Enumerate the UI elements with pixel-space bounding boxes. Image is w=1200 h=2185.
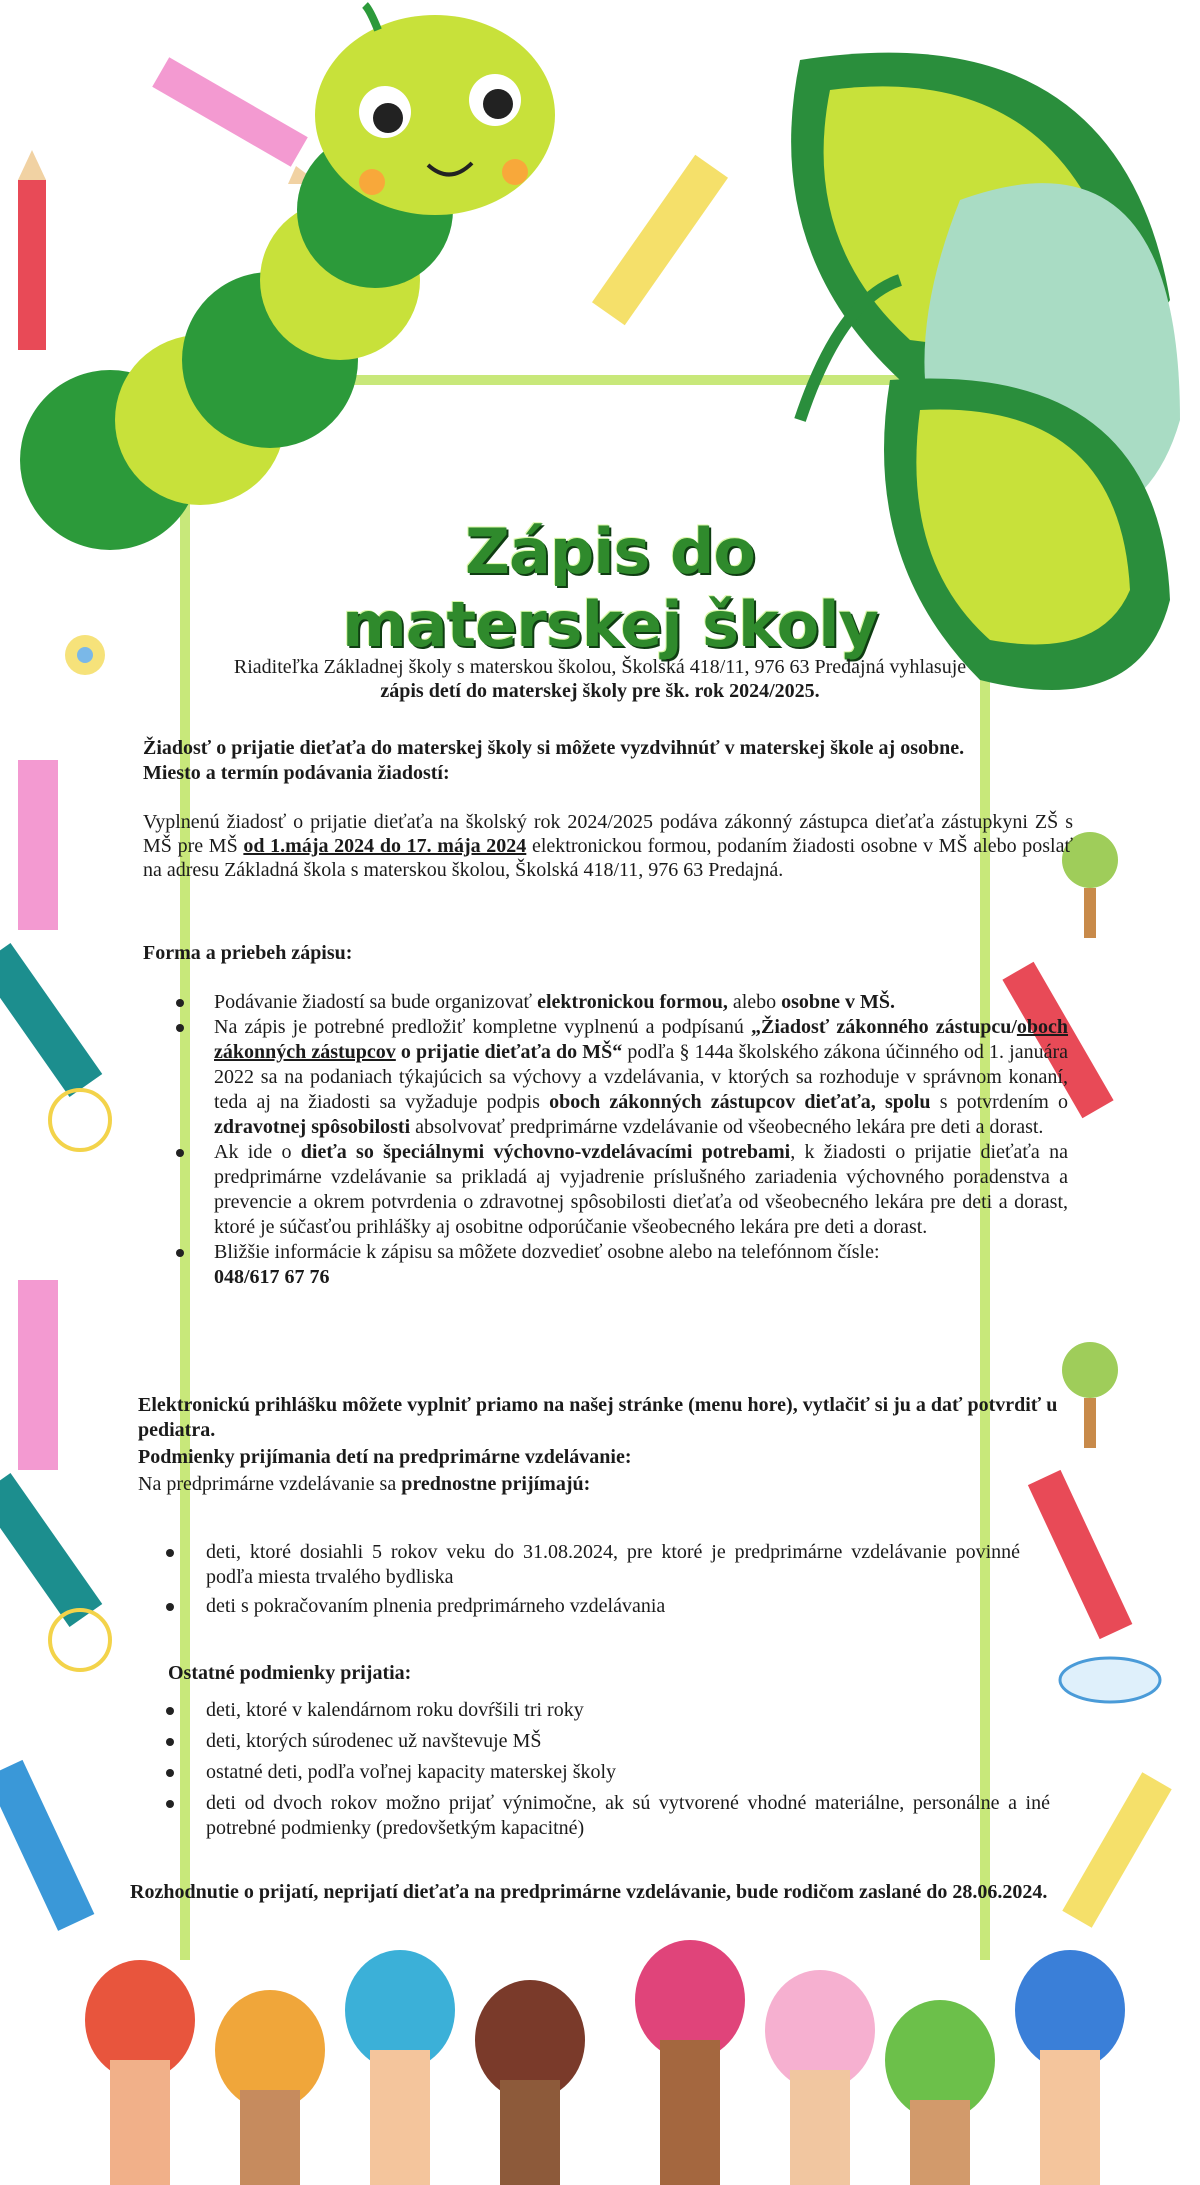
bullet-1-text-b: alebo (727, 991, 782, 1013)
list-item: deti od dvoch rokov možno prijať výnimočne, ak sú vytvorené vhodné materiálne, personálne a iné potrebné podmienky (predovšetkým kapacitné) (150, 1791, 1050, 1841)
bullet-2-bold-a: „Žiadosť zákonného zástupcu/ (751, 1016, 1017, 1038)
flower-icon (65, 635, 105, 675)
intro-block (140, 655, 1060, 703)
priority-bold: prednostne prijímajú: (401, 1473, 591, 1495)
cloud-icon (1060, 1658, 1160, 1702)
pickup-note: Žiadosť o prijatie dieťaťa do materskej školy si môžete vyzdvihnúť v materskej škole aj osobne. (143, 737, 965, 759)
form-bullet-list (160, 990, 1068, 1290)
painted-hands-icon (0, 1940, 1200, 2185)
red-pencil-right2-icon (1028, 1470, 1132, 1639)
bullet-2-text-c: s potvrdením o (930, 1091, 1068, 1113)
red-pencil-icon (18, 150, 46, 350)
caterpillar-icon (20, 5, 555, 550)
blue-pencil-icon (0, 1760, 94, 1931)
list-item (160, 1240, 1068, 1290)
bullet-1-bold-a: elektronickou formou, (537, 991, 728, 1013)
priority-line (138, 1471, 938, 1497)
intro-line-2: zápis detí do materskej školy pre šk. rok 2024/2025. (380, 680, 820, 702)
list-item: ostatné deti, podľa voľnej kapacity materskej školy (150, 1760, 1050, 1785)
list-item: deti, ktorých súrodenec už navštevuje MŠ (150, 1729, 1050, 1754)
list-item (160, 1015, 1068, 1140)
bullet-2-text-b: podľa § 144a školského zákona účinného od 1. januára 2022 sa na podaniach týkajúcich sa výchovy a vzdelávania, v ktorých sa rozhoduje v správnom konaní, teda aj na žiadosti sa vyžaduje podpis (214, 1041, 1068, 1113)
bullet-2-underlined: oboch zákonných zástupcov (214, 1016, 1069, 1063)
bullet-1-text: Podávanie žiadostí sa bude organizovať (214, 991, 538, 1013)
pink-pencil-left-icon (18, 760, 58, 930)
submission-text-2: elektronickou formou, podaním žiadosti osobne v MŠ alebo poslať na adresu Základná škola s materskou školou, Školská 418/11, 976 63 Predajná. (143, 835, 1074, 881)
yellow-pencil-icon (592, 155, 728, 325)
priority-list (150, 1540, 1020, 1619)
bullet-2-bold-b: o prijatie dieťaťa do MŠ“ (395, 1041, 623, 1063)
list-item (160, 990, 1068, 1015)
submission-text-1: Vyplnenú žiadosť o prijatie dieťaťa na školský rok 2024/2025 podáva zákonný zástupca dieťaťa zástupkyni ZŠ s MŠ pre MŠ (143, 811, 1073, 857)
bullet-2-bold-c: oboch zákonných zástupcov dieťaťa, spolu (549, 1091, 931, 1113)
list-item: deti s pokračovaním plnenia predprimárneho vzdelávania (150, 1594, 1020, 1619)
bullet-2-bold-d: zdravotnej spôsobilosti (214, 1116, 411, 1138)
other-conditions-heading: Ostatné podmienky prijatia: (168, 1662, 412, 1684)
bullet-3-bold: dieťa so špeciálnymi výchovno-vzdelávacími potrebami (300, 1141, 791, 1163)
priority-text: Na predprimárne vzdelávanie sa (138, 1473, 402, 1495)
pink-pencil-icon (152, 57, 320, 184)
list-item: deti, ktoré dosiahli 5 rokov veku do 31.08.2024, pre ktoré je predprimárne vzdelávanie povinné podľa miesta trvalého bydliska (150, 1540, 1020, 1590)
phone-number: 048/617 67 76 (214, 1266, 330, 1288)
submission-dates: od 1.mája 2024 do 17. mája 2024 (243, 835, 527, 857)
online-application-note: Elektronickú prihlášku môžete vyplniť priamo na našej stránke (menu hore), vytlačiť si ju a dať potvrdiť u pediatra. (138, 1394, 1058, 1441)
bullet-3-text-b: , k žiadosti o prijatie dieťaťa na predprimárne vzdelávanie sa prikladá aj vyjadrenie príslušného zariadenia výchovného poradenstva a prevencie a okrem potvrdenia o zdravotnej spôsobilosti dieťaťa od všeobecného lekára pre deti a dorast, ktoré je súčasťou prihlášky aj osobitne odporúčanie všeobecného lekára pre deti a dorast. (214, 1141, 1068, 1238)
form-heading: Forma a priebeh zápisu: (143, 942, 353, 964)
decision-note: Rozhodnutie o prijatí, neprijatí dieťaťa na predprimárne vzdelávanie, bude rodičom zaslané do 28.06.2024. (130, 1881, 1048, 1903)
bullet-2-text-a: Na zápis je potrebné predložiť kompletne vyplnenú a podpísanú (214, 1016, 752, 1038)
conditions-heading: Podmienky prijímania detí na predprimárne vzdelávanie: (138, 1446, 632, 1468)
sun-icon (50, 1090, 110, 1150)
bullet-4-text: Bližšie informácie k zápisu sa môžete dozvedieť osobne alebo na telefónnom čísle: (214, 1241, 880, 1263)
intro-line-1: Riaditeľka Základnej školy s materskou školou, Školská 418/11, 976 63 Predajná vyhlasuje (233, 656, 967, 678)
bullet-2-text-d: absolvovať predprimárne vzdelávanie od všeobecného lekára pre deti a dorast. (410, 1116, 1044, 1138)
page-title: Zápis do materskej školy (342, 515, 878, 661)
yellow-pencil-right-icon (1062, 1772, 1171, 1928)
bullet-3-text-a: Ak ide o (214, 1141, 301, 1163)
teal-pencil2-icon (0, 1473, 102, 1627)
teal-pencil-icon (0, 943, 102, 1097)
other-conditions-list (150, 1698, 1050, 1841)
list-item (160, 1140, 1068, 1240)
pink-pencil-left2-icon (18, 1280, 58, 1470)
place-heading: Miesto a termín podávania žiadostí: (143, 762, 450, 784)
bullet-1-bold-b: osobne v MŠ. (781, 991, 896, 1013)
list-item: deti, ktoré v kalendárnom roku dovŕšili tri roky (150, 1698, 1050, 1723)
submission-paragraph (143, 810, 1073, 882)
